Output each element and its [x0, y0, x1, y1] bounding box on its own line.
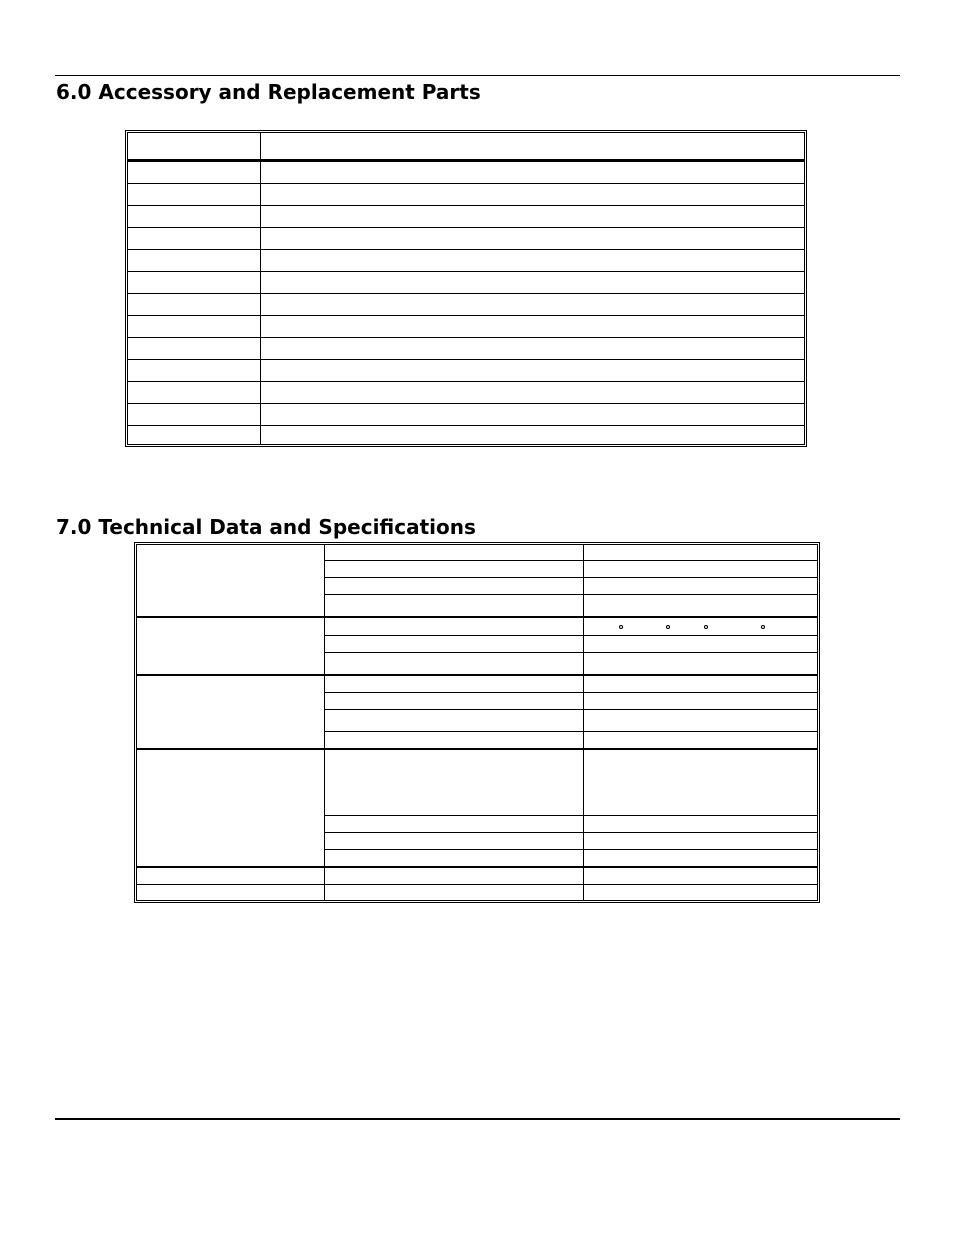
parts-row-divider	[128, 227, 804, 228]
spec-table	[134, 542, 820, 903]
parts-cell-part-number	[128, 383, 260, 403]
parts-cell-part-number	[128, 229, 260, 249]
spec-row-divider	[325, 692, 817, 693]
parts-row-divider	[128, 425, 804, 426]
parts-row-divider	[128, 359, 804, 360]
section-title-accessory-parts: 6.0 Accessory and Replacement Parts	[56, 80, 481, 104]
parts-row-divider	[128, 381, 804, 382]
parts-table	[125, 130, 807, 447]
spec-row-divider	[137, 884, 817, 885]
parts-cell-part-number	[128, 317, 260, 337]
parts-header-divider	[128, 159, 804, 162]
spec-table-grid	[136, 544, 818, 901]
parts-cell-description	[261, 317, 806, 337]
parts-row-divider	[128, 205, 804, 206]
spec-group-divider	[137, 748, 817, 750]
parts-row-divider	[128, 315, 804, 316]
parts-cell-description	[261, 383, 806, 403]
parts-cell-description	[261, 427, 806, 447]
parts-cell-part-number	[128, 295, 260, 315]
spec-row-divider	[325, 652, 817, 653]
parts-cell-description	[261, 339, 806, 359]
parts-cell-part-number	[128, 339, 260, 359]
header-rule	[55, 75, 900, 76]
parts-cell-part-number	[128, 207, 260, 227]
degree-symbol-icon	[761, 625, 765, 629]
section-title-technical-data: 7.0 Technical Data and Specifications	[56, 515, 476, 539]
parts-cell-description	[261, 273, 806, 293]
parts-cell-description	[261, 207, 806, 227]
spec-column-divider-1	[324, 545, 325, 900]
parts-cell-description	[261, 295, 806, 315]
spec-group-divider	[137, 616, 817, 618]
parts-row-divider	[128, 337, 804, 338]
parts-cell-part-number	[128, 163, 260, 183]
spec-group-divider	[137, 866, 817, 868]
spec-row-divider	[325, 731, 817, 732]
spec-row-divider	[325, 849, 817, 850]
parts-row-divider	[128, 183, 804, 184]
parts-cell-description	[261, 405, 806, 425]
parts-cell-part-number	[128, 405, 260, 425]
parts-row-divider	[128, 403, 804, 404]
spec-row-divider	[325, 635, 817, 636]
parts-header-part-number	[128, 136, 260, 156]
parts-row-divider	[128, 271, 804, 272]
spec-row-divider	[325, 709, 817, 710]
parts-header-description	[261, 136, 806, 156]
spec-row-divider	[325, 815, 817, 816]
parts-cell-description	[261, 251, 806, 271]
parts-cell-part-number	[128, 361, 260, 381]
degree-symbol-icon	[666, 625, 670, 629]
parts-cell-description	[261, 229, 806, 249]
parts-row-divider	[128, 293, 804, 294]
parts-row-divider	[128, 249, 804, 250]
spec-group-divider	[137, 674, 817, 676]
parts-cell-part-number	[128, 251, 260, 271]
parts-cell-part-number	[128, 427, 260, 447]
spec-row-divider	[325, 832, 817, 833]
footer-rule	[55, 1118, 900, 1120]
parts-table-grid	[127, 132, 805, 445]
parts-cell-part-number	[128, 185, 260, 205]
degree-symbol-icon	[704, 625, 708, 629]
spec-row-divider	[325, 594, 817, 595]
degree-symbol-icon	[619, 625, 623, 629]
spec-row-divider	[325, 577, 817, 578]
parts-cell-description	[261, 185, 806, 205]
parts-cell-description	[261, 361, 806, 381]
spec-row-divider	[325, 560, 817, 561]
parts-cell-description	[261, 163, 806, 183]
spec-column-divider-2	[583, 545, 584, 900]
parts-cell-part-number	[128, 273, 260, 293]
